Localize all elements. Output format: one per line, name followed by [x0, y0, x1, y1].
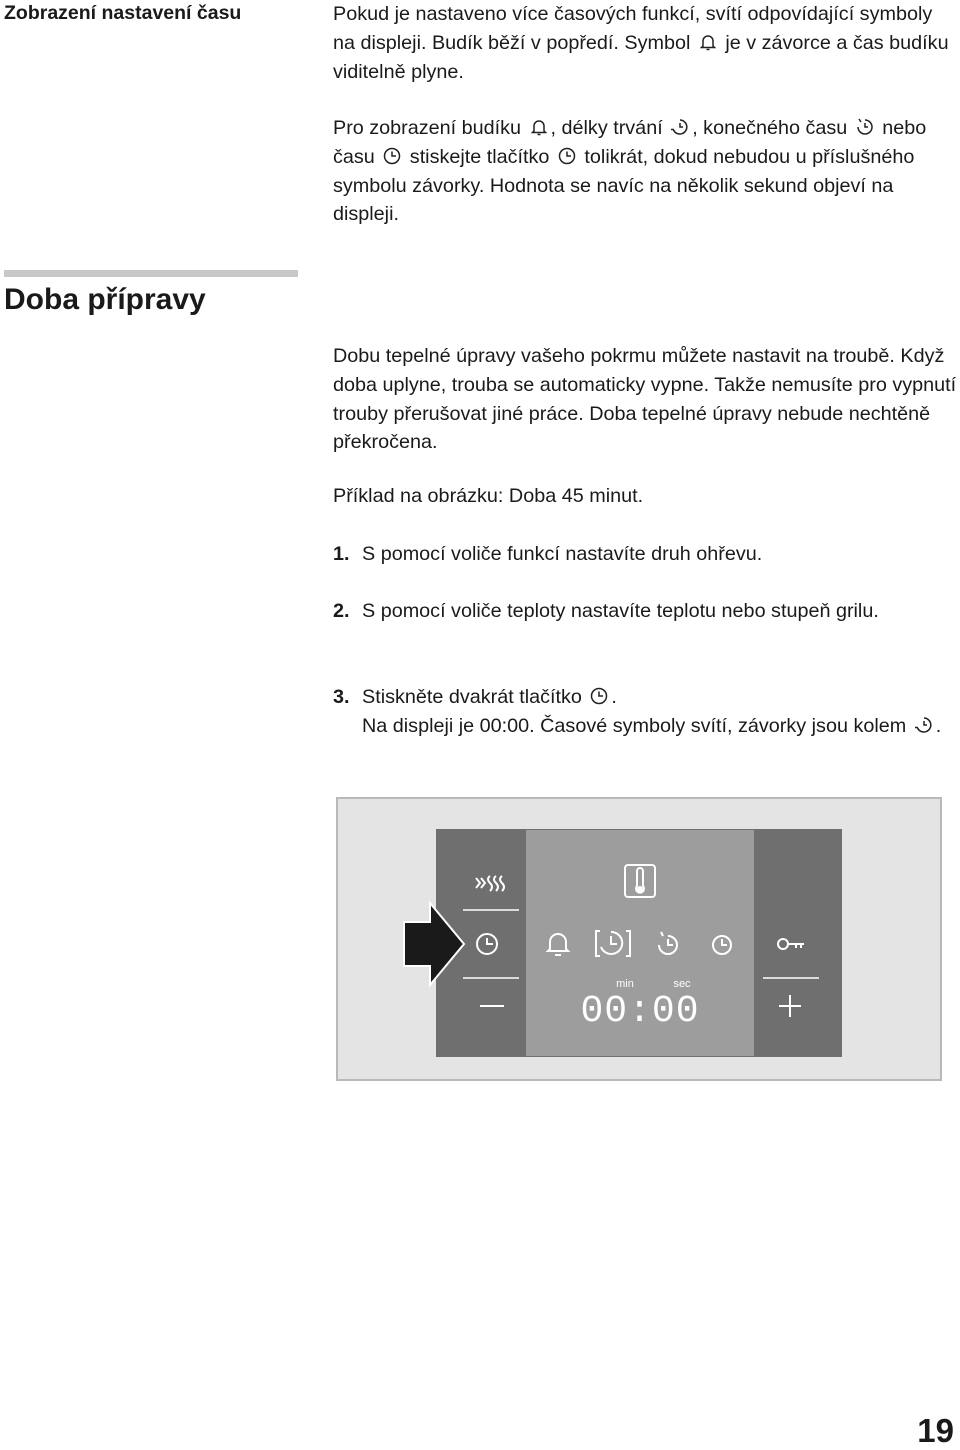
- p2-text-c: , konečného času: [692, 117, 848, 139]
- step-1: [333, 540, 958, 569]
- p2-text-f: tolikrát, dokud nebudou u příslušného symbolu závorky. Hodnota se navíc na několik sekund objeví na displeji.: [333, 145, 915, 226]
- section2-example: Příklad na obrázku: Doba 45 minut.: [333, 485, 644, 507]
- clock-icon: [382, 146, 402, 166]
- control-panel-illustration: [338, 799, 940, 1079]
- step-text: S pomocí voliče funkcí nastavíte druh ohřevu.: [362, 543, 763, 565]
- clock-icon: [589, 686, 609, 706]
- section1-title: Zobrazení nastavení času: [4, 2, 242, 24]
- step3-text-b: .: [611, 686, 617, 708]
- clock-icon: [557, 146, 577, 166]
- alarm-bell-icon: [529, 117, 549, 137]
- p2-text-b: , délky trvání: [550, 117, 663, 139]
- step3-text-a: Stiskněte dvakrát tlačítko: [362, 686, 582, 708]
- section2-paragraph-intro: Dobu tepelné úpravy vašeho pokrmu můžete nastavit na troubě. Když doba uplyne, trouba se automaticky vypne. Takže nemusíte pro vypnutí trouby přerušovat jiné práce. Doba tepelné úpravy nebude nechtěně překročena.: [333, 345, 957, 454]
- p1-text-a: Pokud je nastaveno více časových funkcí, svítí odpovídající symboly na displeji. Budík běží v popředí. Symbol: [333, 3, 933, 54]
- step-3: [333, 683, 958, 741]
- section1-paragraph-2: [333, 114, 958, 229]
- p2-text-d: nebo času: [333, 117, 927, 168]
- control-panel-figure: [336, 797, 942, 1081]
- sec-label: sec: [673, 978, 691, 990]
- step3-text-d: .: [935, 714, 942, 737]
- end-time-icon: [855, 117, 875, 137]
- step-number: 3.: [333, 686, 350, 708]
- step3-text-c: Na displeji je 00:00. Časové symboly svítí, závorky jsou kolem: [362, 714, 907, 737]
- min-label: min: [616, 978, 634, 990]
- step-number: 2.: [333, 600, 350, 622]
- step-text: [362, 683, 958, 741]
- page-number: 19: [917, 1412, 954, 1449]
- section1-paragraph-1: [333, 0, 958, 86]
- p1-text-b: je v závorce a čas budíku viditelně plyne.: [333, 31, 949, 83]
- p2-text-e: stiskejte tlačítko: [409, 145, 550, 168]
- step-text: S pomocí voliče teploty nastavíte teplotu nebo stupeň grilu.: [362, 600, 879, 622]
- section-divider: [4, 270, 298, 277]
- cooking-time-icon: [670, 117, 690, 137]
- alarm-bell-icon: [698, 32, 718, 52]
- cooking-time-icon: [914, 715, 934, 735]
- section2-title: Doba přípravy: [4, 283, 206, 316]
- step-number: 1.: [333, 543, 350, 565]
- time-display: 00:00: [580, 990, 700, 1033]
- p2-text-a: Pro zobrazení budíku: [333, 117, 522, 139]
- step-2: [333, 597, 958, 626]
